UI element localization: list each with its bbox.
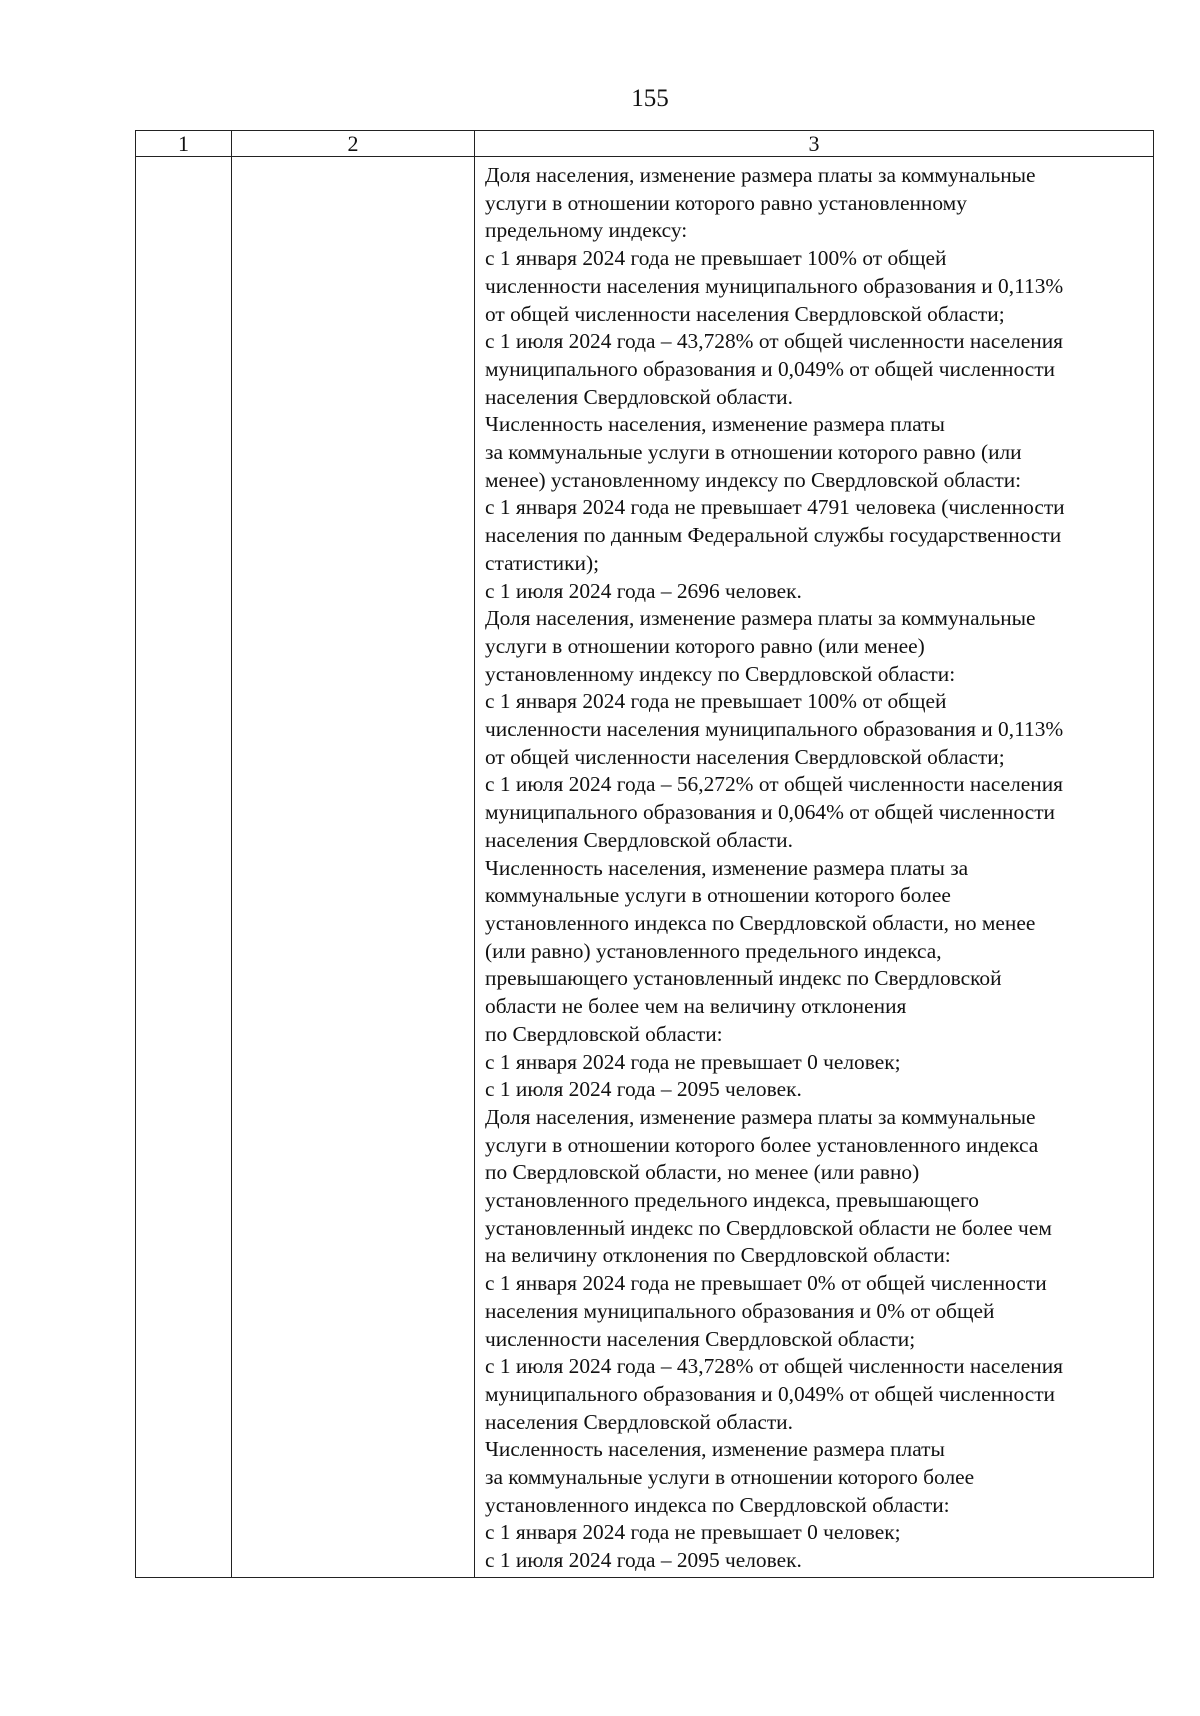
text-line: Численность населения, изменение размера платы [485, 1437, 945, 1462]
cell-column-1 [136, 157, 232, 1578]
text-line: за коммунальные услуги в отношении которого равно (или [485, 440, 1022, 465]
text-line: муниципального образования и 0,049% от общей численности [485, 1381, 1056, 1406]
text-line: установленного индекса по Свердловской области, но менее [485, 910, 1036, 935]
cell-column-2 [232, 157, 475, 1578]
text-line: с 1 января 2024 года не превышает 100% от общей [485, 246, 947, 271]
text-line: с 1 июля 2024 года – 43,728% от общей численности населения [485, 1354, 1064, 1379]
text-line: с 1 января 2024 года не превышает 0 человек; [485, 1049, 901, 1074]
page-number: 155 [631, 85, 669, 112]
text-line: Численность населения, изменение размера платы за [485, 855, 969, 880]
text-line: населения муниципального образования и 0% от общей [485, 1298, 995, 1323]
cell-column-3-text [475, 157, 1153, 1577]
text-line: превышающего установленный индекс по Свердловской [485, 966, 1002, 991]
document-table [135, 130, 1154, 1578]
text-line: численности населения муниципального образования и 0,113% [485, 273, 1064, 298]
text-line: Доля населения, изменение размера платы за коммунальные [485, 163, 1036, 187]
text-line: установленный индекс по Свердловской области не более чем [485, 1215, 1052, 1240]
text-line: установленного предельного индекса, превышающего [485, 1188, 979, 1213]
text-line: услуги в отношении которого равно (или менее) [485, 633, 925, 658]
text-line: с 1 января 2024 года не превышает 4791 человека (численности [485, 495, 1065, 520]
text-line: численности населения муниципального образования и 0,113% [485, 717, 1064, 742]
text-line: установленного индекса по Свердловской области: [485, 1492, 950, 1517]
text-line: населения Свердловской области. [485, 1409, 793, 1434]
text-line: коммунальные услуги в отношении которого более [485, 883, 951, 908]
text-line: менее) установленному индексу по Свердловской области: [485, 467, 1022, 492]
text-line: с 1 января 2024 года не превышает 100% от общей [485, 689, 947, 714]
text-line: по Свердловской области: [485, 1021, 723, 1046]
text-line: с 1 июля 2024 года – 2696 человек. [485, 578, 802, 603]
text-line: на величину отклонения по Свердловской области: [485, 1243, 951, 1268]
text-line: с 1 июля 2024 года – 2095 человек. [485, 1077, 802, 1102]
table-row [136, 157, 1154, 1578]
cell-column-3 [475, 157, 1154, 1578]
text-line: от общей численности населения Свердловской области; [485, 744, 1005, 769]
text-line: по Свердловской области, но менее (или равно) [485, 1160, 920, 1185]
table-header-row [136, 131, 1154, 157]
text-line: населения Свердловской области. [485, 384, 793, 409]
text-line: установленному индексу по Свердловской области: [485, 661, 956, 686]
text-line: Доля населения, изменение размера платы за коммунальные [485, 1104, 1036, 1129]
column-header-1: 1 [136, 131, 232, 157]
text-line: (или равно) установленного предельного индекса, [485, 938, 942, 963]
text-line: услуги в отношении которого равно установленному [485, 190, 967, 215]
column-header-2: 2 [232, 131, 475, 157]
text-line: от общей численности населения Свердловской области; [485, 301, 1005, 326]
text-line: Численность населения, изменение размера платы [485, 412, 945, 437]
column-header-3: 3 [475, 131, 1154, 157]
text-line: муниципального образования и 0,064% от общей численности [485, 800, 1056, 825]
text-line: за коммунальные услуги в отношении которого более [485, 1465, 975, 1490]
text-line: статистики); [485, 550, 600, 575]
text-line: с 1 января 2024 года не превышает 0% от общей численности [485, 1271, 1047, 1296]
text-line: услуги в отношении которого более установленного индекса [485, 1132, 1039, 1157]
text-line: с 1 июля 2024 года – 2095 человек. [485, 1548, 802, 1573]
text-line: с 1 января 2024 года не превышает 0 человек; [485, 1520, 901, 1545]
text-line: населения Свердловской области. [485, 827, 793, 852]
text-line: области не более чем на величину отклонения [485, 994, 907, 1019]
text-line: предельному индексу: [485, 218, 688, 243]
text-line: численности населения Свердловской области; [485, 1326, 916, 1351]
text-line: Доля населения, изменение размера платы за коммунальные [485, 606, 1036, 631]
text-line: населения по данным Федеральной службы государственности [485, 523, 1062, 548]
text-line: с 1 июля 2024 года – 43,728% от общей численности населения [485, 329, 1064, 354]
text-line: муниципального образования и 0,049% от общей численности [485, 356, 1056, 381]
text-line: с 1 июля 2024 года – 56,272% от общей численности населения [485, 772, 1064, 797]
